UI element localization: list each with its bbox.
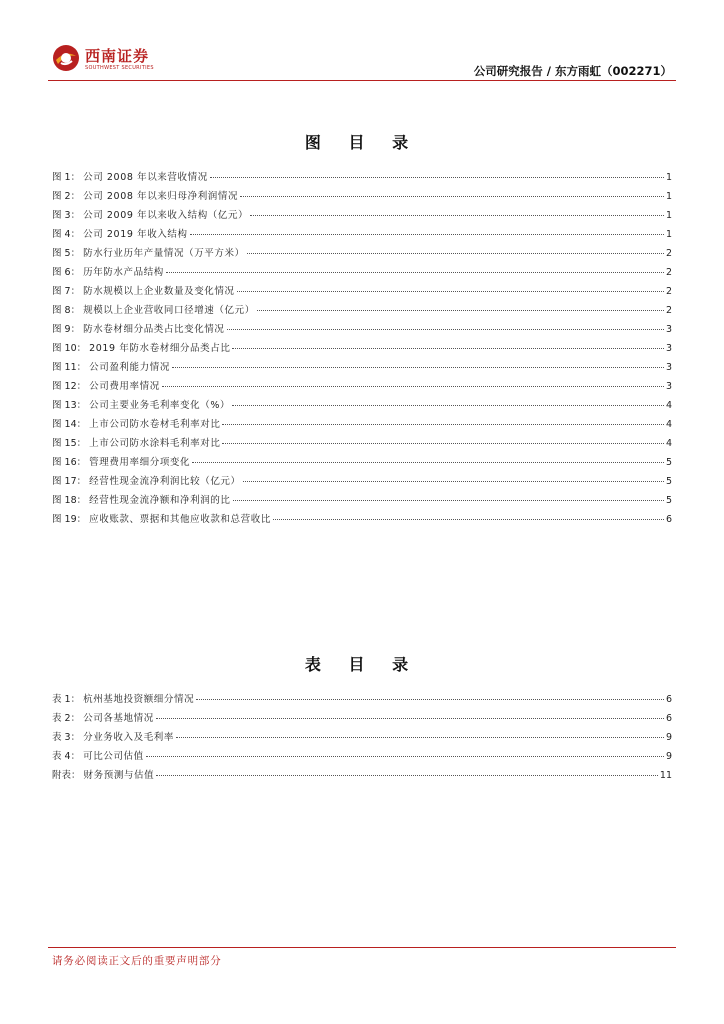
brand-name-en: SOUTHWEST SECURITIES [85,65,154,71]
toc-entry-page: 3 [665,324,672,335]
brand-name-cn: 西南证券 [85,47,150,65]
toc-entry[interactable] [52,729,672,748]
toc-entry-title: 经营性现金流净利润比较（亿元） [89,476,241,487]
toc-entry-page: 1 [665,229,672,240]
toc-entry-title: 上市公司防水卷材毛利率对比 [89,419,221,430]
toc-entry-title: 分业务收入及毛利率 [83,732,174,743]
toc-entry-title: 公司费用率情况 [89,381,160,392]
toc-entry[interactable] [52,283,672,302]
toc-entry-separator: ： [71,770,81,781]
toc-entry[interactable] [52,454,672,473]
toc-entry-page: 5 [665,457,672,468]
toc-entry[interactable] [52,188,672,207]
toc-dot-leader [237,291,664,292]
toc-dot-leader [232,405,664,406]
toc-entry-page: 11 [659,770,672,781]
toc-entry-label: 图 14 [52,419,77,430]
toc-entry-separator: ： [76,419,87,430]
toc-entry-label: 表 2 [52,713,71,724]
toc-dot-leader [227,329,664,330]
toc-entry-label: 图 16 [52,457,77,468]
toc-entry[interactable] [52,710,672,729]
toc-entry[interactable] [52,207,672,226]
toc-entry-title: 防水卷材细分品类占比变化情况 [83,324,225,335]
toc-entry-separator: ： [76,495,87,506]
figures-toc-list [52,169,672,530]
toc-entry-page: 1 [665,210,672,221]
toc-entry-page: 4 [665,438,672,449]
toc-dot-leader [156,775,658,776]
toc-entry-separator: ： [70,210,81,221]
toc-entry[interactable] [52,767,672,786]
toc-entry-page: 5 [665,495,672,506]
toc-entry-label: 图 11 [52,362,77,373]
toc-entry-page: 6 [665,713,672,724]
toc-entry-label: 附表 [52,770,72,781]
toc-entry-page: 1 [665,191,672,202]
toc-entry[interactable] [52,511,672,530]
toc-dot-leader [190,234,664,235]
tables-toc-title: 表 目 录 [304,655,420,674]
toc-entry-label: 图 7 [52,286,71,297]
toc-entry-title: 防水行业历年产量情况（万平方米） [83,248,245,259]
toc-entry-separator: ： [76,362,87,373]
toc-entry[interactable] [52,226,672,245]
toc-entry-label: 图 19 [52,514,77,525]
toc-entry-title: 公司各基地情况 [83,713,154,724]
toc-entry-label: 图 3 [52,210,71,221]
brand-logo [52,44,162,76]
toc-dot-leader [232,348,664,349]
toc-entry[interactable] [52,416,672,435]
toc-entry-label: 图 2 [52,191,71,202]
toc-entry-separator: ： [70,713,81,724]
toc-entry-label: 图 18 [52,495,77,506]
toc-dot-leader [176,737,664,738]
toc-entry-page: 6 [665,694,672,705]
toc-entry-label: 图 4 [52,229,71,240]
toc-entry-separator: ： [70,191,81,202]
toc-entry-title: 2019 年防水卷材细分品类占比 [89,343,231,354]
toc-entry-title: 管理费用率细分项变化 [89,457,191,468]
toc-entry-separator: ： [70,172,81,183]
toc-entry-title: 可比公司估值 [83,751,144,762]
toc-entry-page: 3 [665,343,672,354]
toc-entry[interactable] [52,691,672,710]
toc-dot-leader [257,310,664,311]
toc-entry-page: 2 [665,248,672,259]
toc-dot-leader [247,253,664,254]
toc-entry-label: 表 3 [52,732,71,743]
toc-entry-separator: ： [70,324,81,335]
toc-entry-label: 图 15 [52,438,77,449]
toc-entry-separator: ： [76,476,87,487]
toc-dot-leader [273,519,664,520]
brand-logo-icon [52,44,80,72]
toc-dot-leader [192,462,664,463]
toc-entry-separator: ： [70,248,81,259]
toc-entry[interactable] [52,359,672,378]
toc-entry-label: 图 10 [52,343,77,354]
toc-entry[interactable] [52,302,672,321]
footer-divider [48,947,676,948]
toc-entry-page: 5 [665,476,672,487]
toc-entry-page: 9 [665,751,672,762]
toc-entry-page: 3 [665,381,672,392]
toc-entry-title: 公司主要业务毛利率变化（%） [89,400,231,411]
toc-entry-page: 2 [665,305,672,316]
toc-entry-page: 1 [665,172,672,183]
toc-entry-label: 图 5 [52,248,71,259]
toc-entry[interactable] [52,340,672,359]
toc-dot-leader [222,443,664,444]
toc-entry-title: 防水规模以上企业数量及变化情况 [83,286,235,297]
toc-entry[interactable] [52,321,672,340]
toc-entry[interactable] [52,378,672,397]
toc-dot-leader [156,718,664,719]
toc-entry-separator: ： [70,732,81,743]
toc-entry[interactable] [52,473,672,492]
toc-entry-page: 6 [665,514,672,525]
toc-entry-separator: ： [70,305,81,316]
toc-entry[interactable] [52,264,672,283]
toc-entry-page: 4 [665,419,672,430]
figures-toc-title: 图 目 录 [304,133,420,152]
toc-entry-title: 历年防水产品结构 [83,267,164,278]
header-divider [48,80,676,81]
toc-entry-title: 规模以上企业营收同口径增速（亿元） [83,305,255,316]
toc-entry-label: 图 6 [52,267,71,278]
toc-entry-label: 表 4 [52,751,71,762]
toc-entry[interactable] [52,169,672,188]
toc-entry-label: 图 17 [52,476,77,487]
toc-entry-page: 2 [665,286,672,297]
toc-entry-separator: ： [70,751,81,762]
toc-entry-separator: ： [76,343,87,354]
toc-entry-label: 图 8 [52,305,71,316]
toc-entry-label: 图 1 [52,172,71,183]
toc-entry-title: 应收账款、票据和其他应收款和总营收比 [89,514,271,525]
toc-entry-title: 公司 2019 年收入结构 [83,229,188,240]
toc-dot-leader [166,272,664,273]
toc-entry-separator: ： [70,229,81,240]
toc-entry-label: 表 1 [52,694,71,705]
toc-entry[interactable] [52,492,672,511]
toc-entry[interactable] [52,748,672,767]
toc-entry-label: 图 13 [52,400,77,411]
toc-entry-separator: ： [70,286,81,297]
toc-entry-page: 4 [665,400,672,411]
toc-entry[interactable] [52,397,672,416]
toc-entry-separator: ： [76,381,87,392]
toc-dot-leader [172,367,664,368]
report-title: 公司研究报告 / 东方雨虹（002271） [473,64,672,78]
toc-entry-separator: ： [70,267,81,278]
toc-entry-separator: ： [76,400,87,411]
toc-dot-leader [146,756,664,757]
toc-entry-separator: ： [76,514,87,525]
toc-entry-title: 财务预测与估值 [83,770,155,781]
toc-dot-leader [210,177,664,178]
toc-entry-title: 杭州基地投资额细分情况 [83,694,195,705]
toc-entry-separator: ： [70,694,81,705]
toc-dot-leader [243,481,664,482]
toc-dot-leader [196,699,664,700]
tables-toc-list [52,691,672,786]
footer-disclaimer: 请务必阅读正文后的重要声明部分 [52,955,222,967]
toc-entry-title: 公司盈利能力情况 [89,362,170,373]
toc-entry-title: 公司 2008 年以来归母净利润情况 [83,191,239,202]
toc-entry-title: 公司 2009 年以来收入结构（亿元） [83,210,249,221]
toc-entry-label: 图 12 [52,381,77,392]
toc-entry[interactable] [52,245,672,264]
toc-dot-leader [240,196,664,197]
toc-entry[interactable] [52,435,672,454]
toc-entry-separator: ： [76,438,87,449]
toc-entry-label: 图 9 [52,324,71,335]
toc-dot-leader [222,424,664,425]
toc-entry-title: 公司 2008 年以来营收情况 [83,172,208,183]
toc-entry-title: 上市公司防水涂料毛利率对比 [89,438,221,449]
toc-dot-leader [162,386,664,387]
toc-entry-separator: ： [76,457,87,468]
toc-entry-page: 9 [665,732,672,743]
toc-entry-page: 2 [665,267,672,278]
toc-entry-title: 经营性现金流净额和净利润的比 [89,495,231,506]
toc-dot-leader [233,500,664,501]
toc-dot-leader [250,215,664,216]
toc-entry-page: 3 [665,362,672,373]
